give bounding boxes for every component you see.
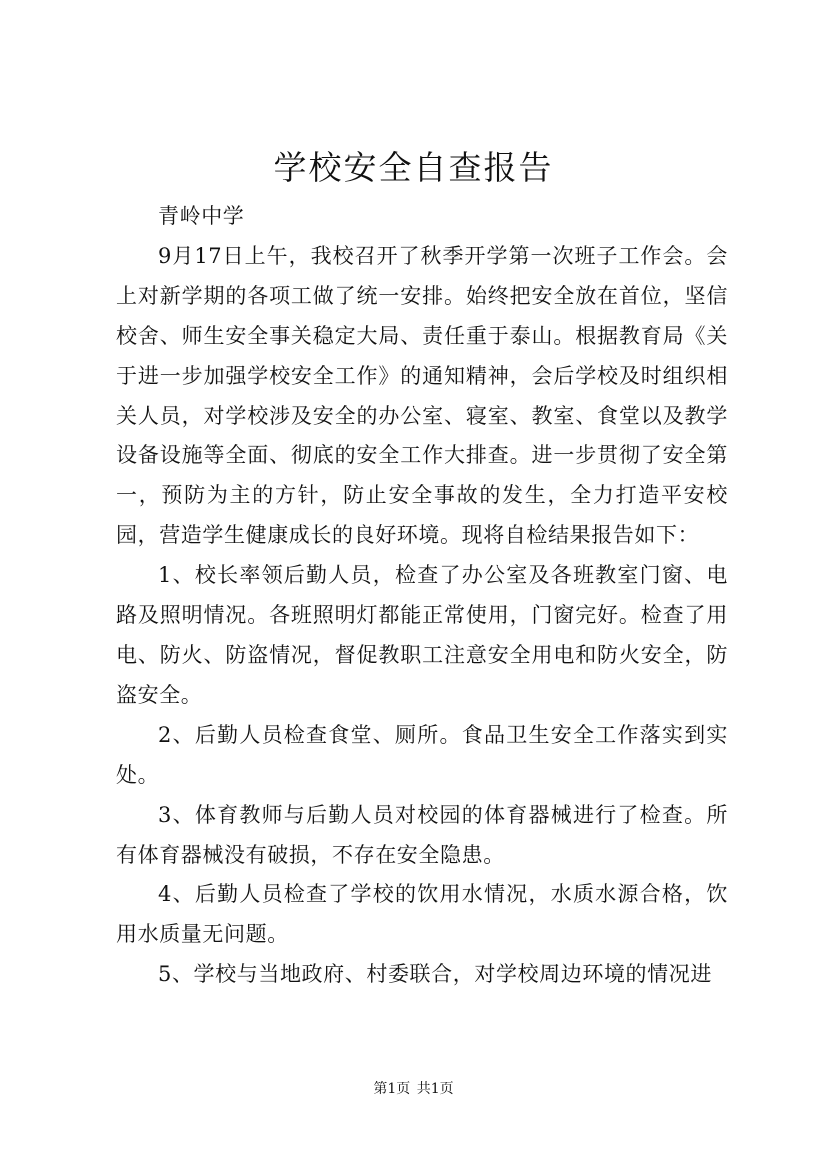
item-2-paragraph: 2、后勤人员检查食堂、厕所。食品卫生安全工作落实到实处。 <box>116 722 728 787</box>
item-4-paragraph: 4、后勤人员检查了学校的饮用水情况，水质水源合格，饮用水质量无问题。 <box>116 882 728 947</box>
intro-paragraph: 9月17日上午，我校召开了秋季开学第一次班子工作会。会上对新学期的各项工做了统一安排。始终把安全放在首位，坚信校舍、师生安全事关稳定大局、责任重于泰山。根据教育局《关于进一步加强学校安全工作》的通知精神，会后学校及时组织相关人员，对学校涉及安全的办公室、寝室、教室、食堂以及教学设备设施等全面、彻底的安全工作大排查。进一步贯彻了安全第一，预防为主的方针，防止安全事故的发生，全力打造平安校园，营造学生健康成长的良好环境。现将自检结果报告如下： <box>116 243 728 548</box>
item-5-paragraph: 5、学校与当地政府、村委联合，对学校周边环境的情况进 <box>158 962 712 987</box>
item-1-paragraph: 1、校长率领后勤人员，检查了办公室及各班教室门窗、电路及照明情况。各班照明灯都能正常使用，门窗完好。检查了用电、防火、防盗情况，督促教职工注意安全用电和防火安全，防盗安全。 <box>116 563 728 707</box>
page-footer: 第1页 共1页 <box>373 1081 454 1097</box>
school-name: 青岭中学 <box>158 204 245 228</box>
document-title: 学校安全自查报告 <box>273 148 554 187</box>
item-3-paragraph: 3、体育教师与后勤人员对校园的体育器械进行了检查。所有体育器械没有破损，不存在安全隐患。 <box>116 802 728 867</box>
document-body <box>116 197 728 995</box>
